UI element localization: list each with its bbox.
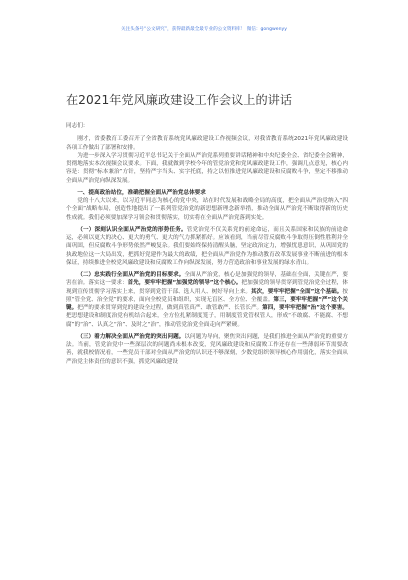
subsection-1-heading: （一）深刻认识全面从严治党的形势任务。 (77, 226, 187, 233)
subsection-3-heading: （三）着力解决全面从严治党的突出问题。 (77, 333, 185, 340)
subsection-1-body: 管党治党不仅关系党的前途命运，而且关系国家和民族的前途命运，必须以更大的决心、更大的勇气、更大的气力抓紧抓好。应该看到，当前尽管反腐败斗争取得压倒性胜利并全面巩固，但反腐败斗争形势依然严峻复杂。我们要始终保持清醒头脑，坚定政治定力，增强忧患意识，从巩固党的执政地位这一大局出发，把抓好党建作为最大的政绩，把全面从严治党作为推动教育改革发展事业不断前进的根本保证，持续推进全校党风廉政建设和反腐败工作向纵深发展，努力营造政治和事业发展的绿水青山。 (66, 226, 348, 266)
subsection-2-point-2: 其次，要牢牢把握“全面”这个基础。 (250, 288, 343, 295)
subsection-2-text-4: 把严的要求贯穿到党的建设全过程，做到真管真严、敢管敢严、长管长严。 (77, 305, 263, 311)
subsection-2-heading: （二）忠实践行全面从严治党的目标要求。 (77, 272, 185, 278)
section-heading-1: 一、提高政治站位，准确把握全面从严治党总体要求 (77, 189, 206, 196)
document-body (66, 122, 348, 366)
subsection-3 (66, 333, 348, 366)
subsection-2-text-2: 把加强党的领导贯穿到管党治党全过程，体现到宣传贯彻学习落实上来，贯穿到党管干部、选人用人、树好导向上来。 (66, 280, 348, 295)
subsection-2-text-1: 全面从严治党，核心是加强党的领导，基础在全面，关键在严，要害在治。落实这一要求： (66, 272, 348, 287)
top-banner: 关注头条号“公文研究”，获得最新最全最专业的公文资料库！ 微信：gongwenyy (121, 27, 287, 32)
subsection-2-text-5: 把思想建设和制度治党有机结合起来，全方位扎紧制度笼子，用制度管党管权管人，形成“不敢腐、不能腐、不想腐”的“治”、认真之“治”、及时之“治”，推动管党治党全面走向严紧硬。 (66, 313, 348, 328)
page-title: 在2021年党风廉政建设工作会议上的讲话 (66, 93, 293, 107)
subsection-2-point-1: 首先，要牢牢把握“加强党的领导”这个核心。 (127, 280, 242, 287)
greeting: 同志们： (66, 123, 89, 129)
intro-paragraph-1: 刚才，省委教育工委召开了全省教育系统党风廉政建设工作视频会议，对我省教育系统2021年党风廉政建设各项工作做出了部署和安排。 (66, 136, 348, 151)
intro-paragraph-2: 为进一步深入学习贯彻习近平总书记关于全面从严治党系列重要讲话精神和中央纪委全会、省纪委全会精神，贯彻地落实本次视频会议要求。下面，我就做到学校今年的管党治党和党风廉政建设工作，强调几点意见，核心内容是：贯彻“标本兼治”方针，坚持严字当头、实字托底，持之以恒推进党风廉政建设和反腐败斗争，坚定不移推动全面从严治党向纵深发展。 (66, 152, 348, 184)
subsection-2-point-3: 第三，要牢牢把握“严”这个关键。 (66, 296, 348, 311)
subsection-2-text-3: 按照“管全党、治全党”的要求，面向全校党员和组织，实现无盲区、全方位、全覆盖。 (66, 288, 348, 303)
subsection-2 (66, 271, 348, 329)
subsection-1 (66, 226, 348, 267)
section-1-paragraph: 党的十八大以来，以习近平同志为核心的党中央，站在时代发展和战略全局的高度，把全面从严治党纳入“四个全面”战略布局，创造性地提出了一系列管党治党的新思想新理念新举措，推动全面从严治党不断取得新的历史性成就。我们必须要加深学习领会和贯彻落实，切实将在全面从严治党落到实处。 (66, 198, 348, 221)
subsection-3-body: 以问题为导向，聚焦突出问题，是我们推进全面从严治党的重要方法。当前，管党治党中一些深层次的问题尚未根本改变，党风廉政建设和反腐败工作还存在一些薄弱环节需要改善，就我校情况看，一些党员干部对全面从严治党的认识还不够深刻，少数党组织领导核心作用弱化，落实全面从严治党主体责任的意识不强，抓党风廉政建设 (66, 333, 348, 365)
subsection-2-point-4: 第四，要牢牢把握“治”这个要害。 (262, 305, 348, 311)
